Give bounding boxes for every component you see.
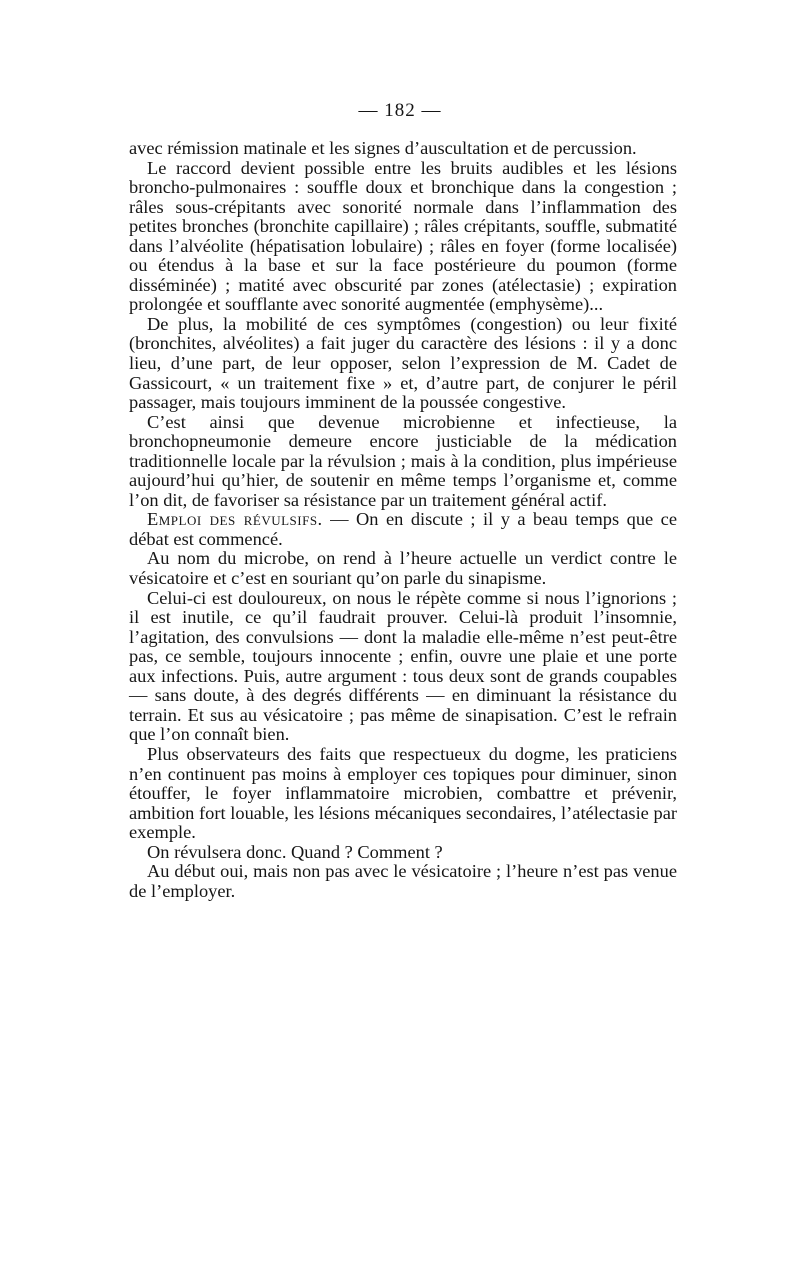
paragraph-4: C’est ainsi que devenue microbienne et infectieuse, la bronchopneumonie demeure encore justiciable de la médication traditionnelle locale par la révulsion ; mais à la condition, plus impérieuse aujourd’hui qu’hier, de soutenir en même temps l’organisme et, comme l’on dit, de favoriser sa résistance par un traitement général actif. (129, 411, 677, 510)
body-text (129, 139, 677, 901)
paragraph-2: Le raccord devient possible entre les bruits audibles et les lésions broncho-pulmonaires : souffle doux et bronchique dans la congestion ; râles sous-crépitants avec sonorité normale dans l’inflammation des petites bronches (bronchite capillaire) ; râles crépitants, souffle, submatité dans l’alvéolite (hépatisation lobulaire) ; râles en foyer (forme localisée) ou étendus à la base et sur la face postérieure du poumon (forme disséminée) ; matité avec obscurité par zones (atélectasie) ; expiration prolongée et soufflante avec sonorité augmentée (emphysème)... (129, 157, 677, 315)
paragraph-9: On révulsera donc. Quand ? Comment ? (147, 841, 443, 862)
paragraph-10: Au début oui, mais non pas avec le vésicatoire ; l’heure n’est pas venue de l’employer. (129, 861, 677, 901)
paragraph-3: De plus, la mobilité de ces symptômes (congestion) ou leur fixité (bronchites, alvéolites) a fait juger du caractère des lésions : il y a donc lieu, d’une part, de leur opposer, selon l’expression de M. Cadet de Gassicourt, « un traitement fixe » et, d’autre part, de conjurer le péril passager, mais toujours imminent de la poussée congestive. (129, 313, 677, 413)
paragraph-8: Plus observateurs des faits que respectueux du dogme, les praticiens n’en continuent pas moins à employer ces topiques pour diminuer, sinon étouffer, le foyer inflammatoire microbien, combattre et prévenir, ambition fort louable, les lésions mécaniques secondaires, l’atélectasie par exemple. (129, 743, 677, 843)
paragraph-5-text: — On en discute ; il y a beau temps que ce débat est commencé. (129, 509, 677, 549)
paragraph-7: Celui-ci est douloureux, on nous le répète comme si nous l’ignorions ; il est inutile, ce qu’il faudrait prouver. Celui-là produit l’insomnie, l’agitation, des convulsions — dont la maladie elle-même n’est peut-être pas, ce semble, toujours innocente ; enfin, ouvre une plaie et une porte aux infections. Puis, autre argument : tous deux sont de grands coupables — sans doute, à des degrés différents — en diminuant la résistance du terrain. Et sus au vésicatoire ; pas même de sinapisation. C’est le refrain que l’on connaît bien. (129, 587, 677, 745)
paragraph-1: avec rémission matinale et les signes d’auscultation et de percussion. (129, 138, 637, 158)
paragraph-6: Au nom du microbe, on rend à l’heure actuelle un verdict contre le vésicatoire et c’est en souriant qu’on parle du sinapisme. (129, 548, 677, 589)
page-number: — 182 — (358, 100, 442, 121)
paragraph-5 (129, 510, 677, 549)
section-heading: Emploi des révulsifs. (147, 509, 323, 530)
